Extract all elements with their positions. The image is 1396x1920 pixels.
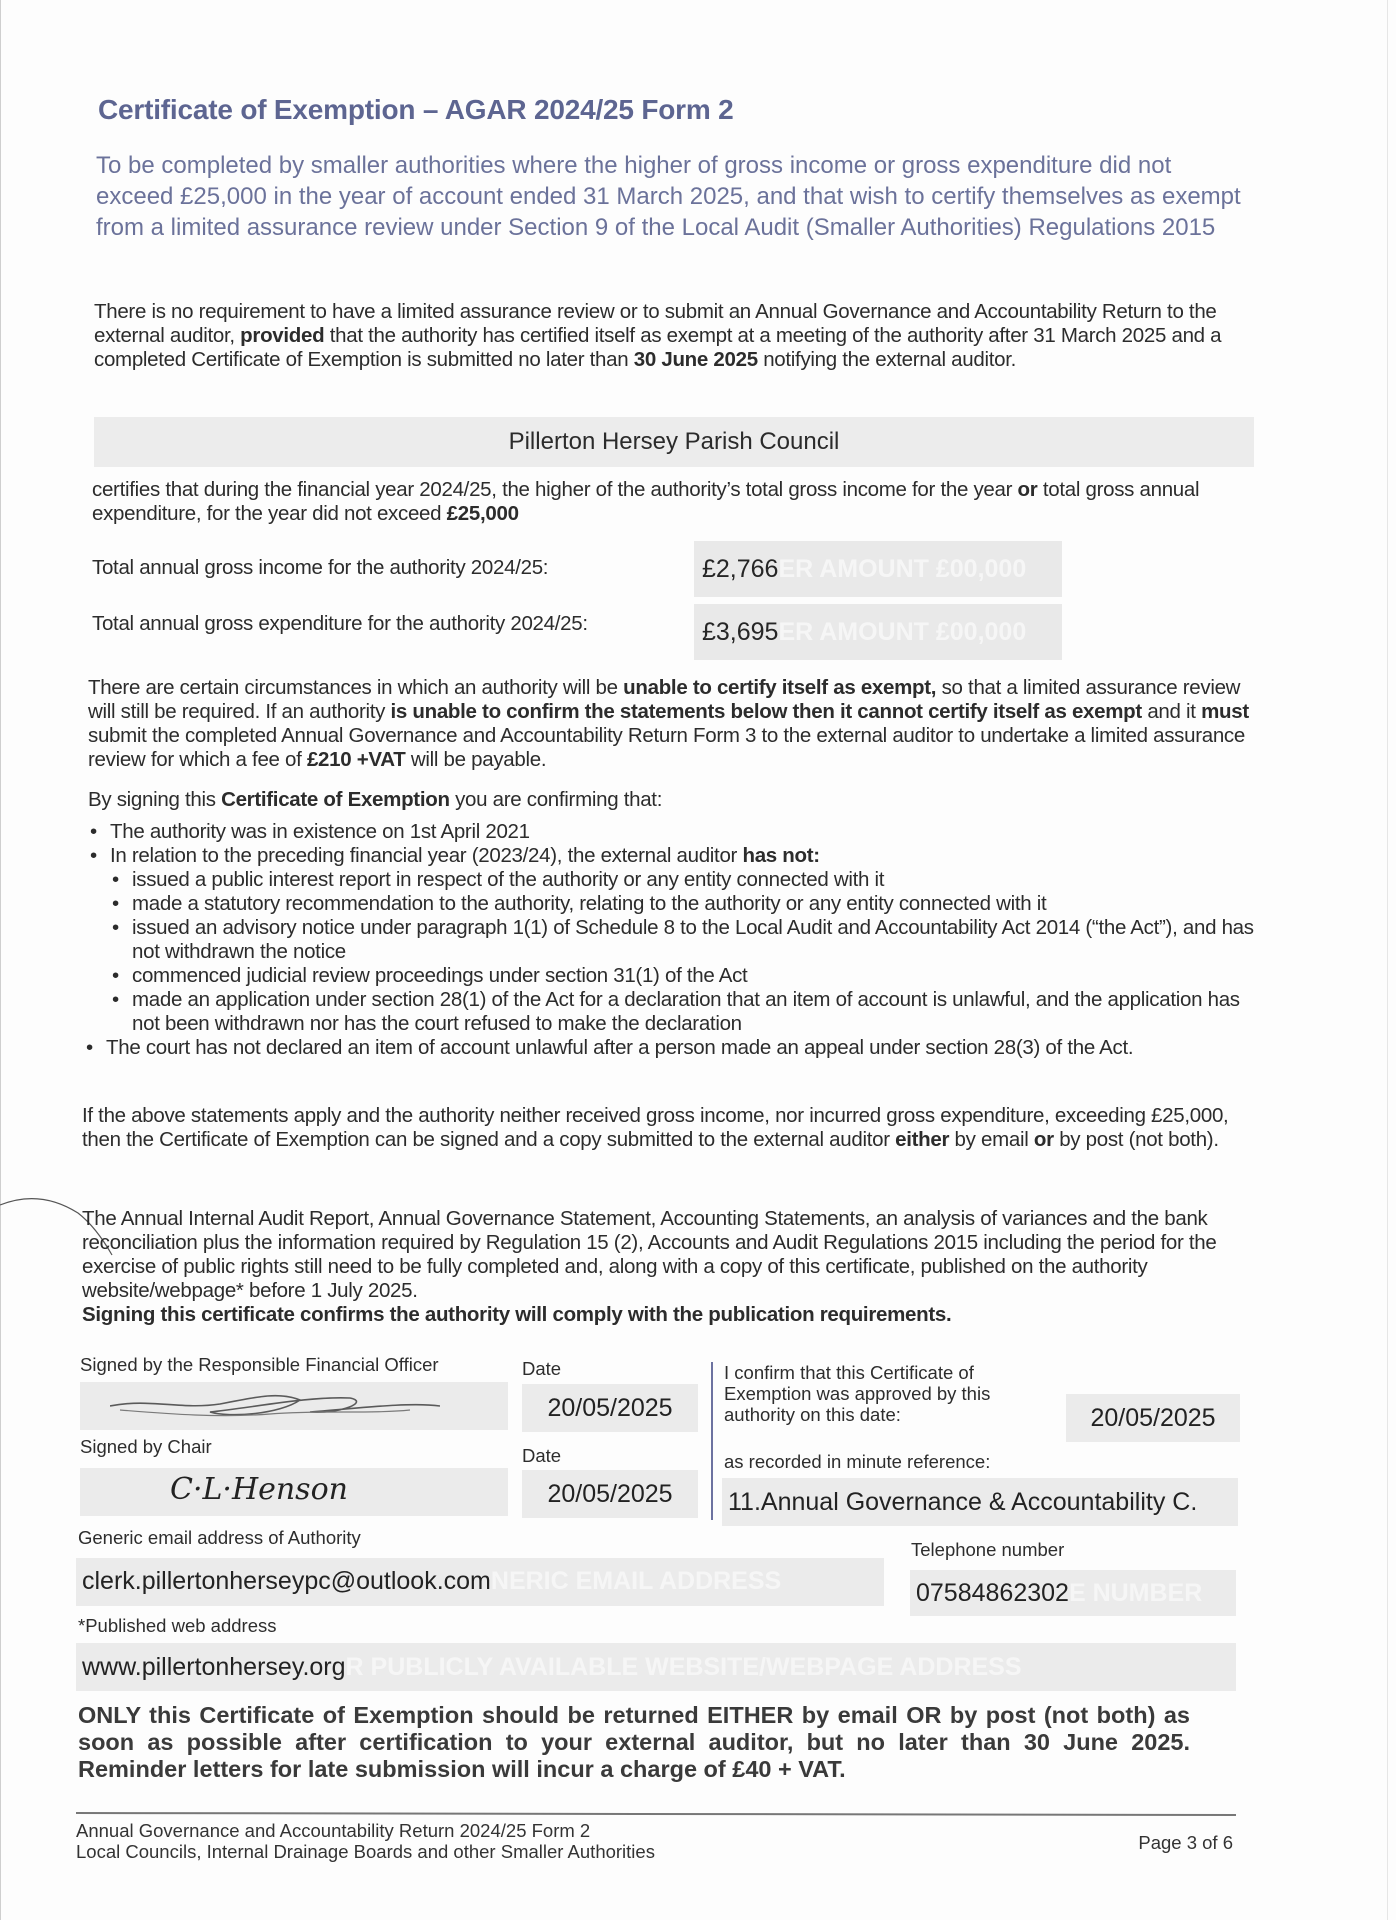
- footer-line-1: Annual Governance and Accountability Return 2024/25 Form 2: [76, 1820, 591, 1841]
- rfo-date-field[interactable]: 20/05/2025: [522, 1384, 698, 1432]
- text: so that a limited assurance review will still be required. If an authority: [88, 676, 1241, 723]
- expenditure-placeholder: ER AMOUNT £00,000: [778, 618, 1027, 646]
- income-label: Total annual gross income for the authority 2024/25:: [92, 556, 549, 579]
- telephone-field[interactable]: [910, 1570, 1236, 1616]
- fee: £210 +VAT: [306, 748, 406, 771]
- rfo-signature-field[interactable]: [80, 1382, 508, 1430]
- deadline: 30 June 2025: [633, 348, 758, 371]
- approval-date-field[interactable]: 20/05/2025: [1066, 1394, 1240, 1442]
- page-edge: [0, 0, 1, 1920]
- sub-list-item: • made a statutory recommendation to the authority, relating to the authority or any entity connected with it: [110, 892, 1258, 916]
- authority-name-field[interactable]: Pillerton Hersey Parish Council: [94, 417, 1254, 467]
- expenditure-label: Total annual gross expenditure for the authority 2024/25:: [92, 612, 588, 635]
- text: will be payable.: [405, 748, 547, 771]
- email-value: clerk.pillertonherseypc@outlook.com: [82, 1567, 491, 1595]
- list-item: [88, 844, 1258, 1036]
- text-bold: Certificate of Exemption: [221, 788, 450, 811]
- telephone-label: Telephone number: [911, 1539, 1065, 1560]
- text: notifying the external auditor.: [757, 348, 1017, 371]
- web-address-field[interactable]: [76, 1643, 1236, 1691]
- confirming-intro: [88, 788, 662, 812]
- circumstances-paragraph: [88, 676, 1258, 772]
- chair-signature-field[interactable]: [80, 1468, 508, 1516]
- divider: [711, 1362, 713, 1520]
- text: and it: [1141, 700, 1202, 723]
- minute-reference-label: as recorded in minute reference:: [724, 1451, 991, 1472]
- email-label: Generic email address of Authority: [78, 1527, 361, 1548]
- text: that the authority has certified itself as exempt at a meeting of the authority after 31 March 2025 and a completed Certificate of Exemption is submitted no later than: [94, 324, 1222, 371]
- text: by email: [949, 1128, 1034, 1151]
- text: submit the completed Annual Governance and Accountability Return Form 3 to the external auditor to undertake a limited assurance review for which a fee of: [88, 724, 1245, 771]
- income-value: £2,766: [702, 555, 779, 583]
- text: There is no requirement to have a limited assurance review or to submit an Annual Governance and Accountability Return to the external auditor,: [94, 300, 1217, 347]
- expenditure-value: £3,695: [702, 618, 779, 646]
- certifies-paragraph: [92, 478, 1252, 526]
- text: In relation to the preceding financial year (2023/24), the external auditor: [110, 844, 743, 867]
- web-address-label: *Published web address: [78, 1615, 277, 1636]
- return-notice: ONLY this Certificate of Exemption should be returned EITHER by email OR by post (not both) as soon as possible after certification to your external auditor, but no later than 30 June 2025. Reminder letters for late submission will incur a charge of £40 + VAT.: [78, 1702, 1190, 1782]
- sub-list-item: • issued an advisory notice under paragraph 1(1) of Schedule 8 to the Local Audit and Accountability Act 2014 (“the Act”), and has not withdrawn the notice: [110, 916, 1258, 964]
- chair-date-field[interactable]: 20/05/2025: [522, 1470, 698, 1518]
- email-placeholder: NERIC EMAIL ADDRESS: [490, 1567, 782, 1595]
- text-bold: unable to certify itself as exempt,: [623, 676, 937, 699]
- text-bold: either: [895, 1128, 950, 1151]
- confirmation-list: [88, 820, 1258, 1060]
- text: you are confirming that:: [449, 788, 663, 811]
- minute-reference-field[interactable]: 11.Annual Governance & Accountability C.: [722, 1478, 1238, 1526]
- requirement-paragraph: [94, 300, 1254, 372]
- sub-list: [110, 868, 1258, 1036]
- text: By signing this: [88, 788, 222, 811]
- page-title: Certificate of Exemption – AGAR 2024/25 Form 2: [98, 94, 734, 125]
- web-address-placeholder: R PUBLICLY AVAILABLE WEBSITE/WEBPAGE ADDRESS: [345, 1653, 1022, 1681]
- text: There are certain circumstances in which an authority will be: [88, 676, 624, 699]
- submission-paragraph: [82, 1104, 1262, 1152]
- chair-date-label: Date: [522, 1445, 562, 1466]
- text-bold: or: [1033, 1128, 1054, 1151]
- web-address-value: www.pillertonhersey.org: [82, 1653, 346, 1681]
- text-bold: must: [1201, 700, 1249, 723]
- list-item: • The authority was in existence on 1st April 2021: [88, 820, 1258, 844]
- footer-text: [76, 1820, 655, 1862]
- text-bold: provided: [240, 324, 325, 347]
- chair-signature-label: Signed by Chair: [80, 1436, 212, 1457]
- text-bold: has not:: [742, 844, 820, 867]
- text: The Annual Internal Audit Report, Annual Governance Statement, Accounting Statements, an analysis of variances and the bank reconciliation plus the information required by Regulation 15 (2), Accounts and Audit Regulations 2015 including the period for the exercise of public rights still need to be fully completed and, along with a copy of this certificate, published on the authority website/webpage* before 1 July 2025.: [82, 1207, 1217, 1302]
- email-field[interactable]: [76, 1558, 884, 1606]
- threshold: £25,000: [446, 502, 519, 525]
- income-placeholder: ER AMOUNT £00,000: [778, 555, 1027, 583]
- text: by post (not both).: [1053, 1128, 1219, 1151]
- expenditure-field[interactable]: [694, 604, 1062, 660]
- page-number: Page 3 of 6: [1138, 1832, 1233, 1853]
- publication-statement: Signing this certificate confirms the authority will comply with the publication requirements.: [82, 1303, 952, 1326]
- sub-list-item: • commenced judicial review proceedings under section 31(1) of the Act: [110, 964, 1258, 988]
- telephone-value: 07584862302: [916, 1579, 1069, 1607]
- chair-signature: C·L·Henson: [170, 1472, 348, 1507]
- text-bold: is unable to confirm the statements below then it cannot certify itself as exempt: [390, 700, 1142, 723]
- sub-list-item: • made an application under section 28(1) of the Act for a declaration that an item of account is unlawful, and the application has not been withdrawn nor has the court refused to make the declaration: [110, 988, 1258, 1036]
- text: If the above statements apply and the authority neither received gross income, nor incurred gross expenditure, exceeding £25,000, then the Certificate of Exemption can be signed and a copy submitted to the external auditor: [82, 1104, 1229, 1151]
- rfo-date-label: Date: [522, 1358, 562, 1379]
- list-item: • The court has not declared an item of account unlawful after a person made an appeal under section 28(3) of the Act.: [84, 1036, 1258, 1060]
- footer-line-2: Local Councils, Internal Drainage Boards and other Smaller Authorities: [76, 1841, 655, 1862]
- income-field[interactable]: [694, 541, 1062, 597]
- page-edge-right: [1387, 0, 1388, 1920]
- rfo-signature-label: Signed by the Responsible Financial Officer: [80, 1354, 439, 1375]
- text: certifies that during the financial year 2024/25, the higher of the authority’s total gross income for the year: [92, 478, 1018, 501]
- telephone-placeholder: E NUMBER: [1068, 1579, 1203, 1607]
- publication-paragraph: [82, 1207, 1262, 1327]
- footer-divider: [76, 1812, 1236, 1816]
- approval-text: I confirm that this Certificate of Exemption was approved by this authority on this date:: [724, 1362, 991, 1425]
- rfo-signature: [110, 1388, 440, 1424]
- intro-text: To be completed by smaller authorities where the higher of gross income or gross expenditure did not exceed £25,000 in the year of account ended 31 March 2025, and that wish to certify themselves as exempt from a limited assurance review under Section 9 of the Local Audit (Smaller Authorities) Regulations 2015: [96, 152, 1241, 241]
- sub-list-item: • issued a public interest report in respect of the authority or any entity connected with it: [110, 868, 1258, 892]
- text: total gross annual expenditure, for the year did not exceed: [92, 478, 1200, 525]
- text-bold: or: [1017, 478, 1038, 501]
